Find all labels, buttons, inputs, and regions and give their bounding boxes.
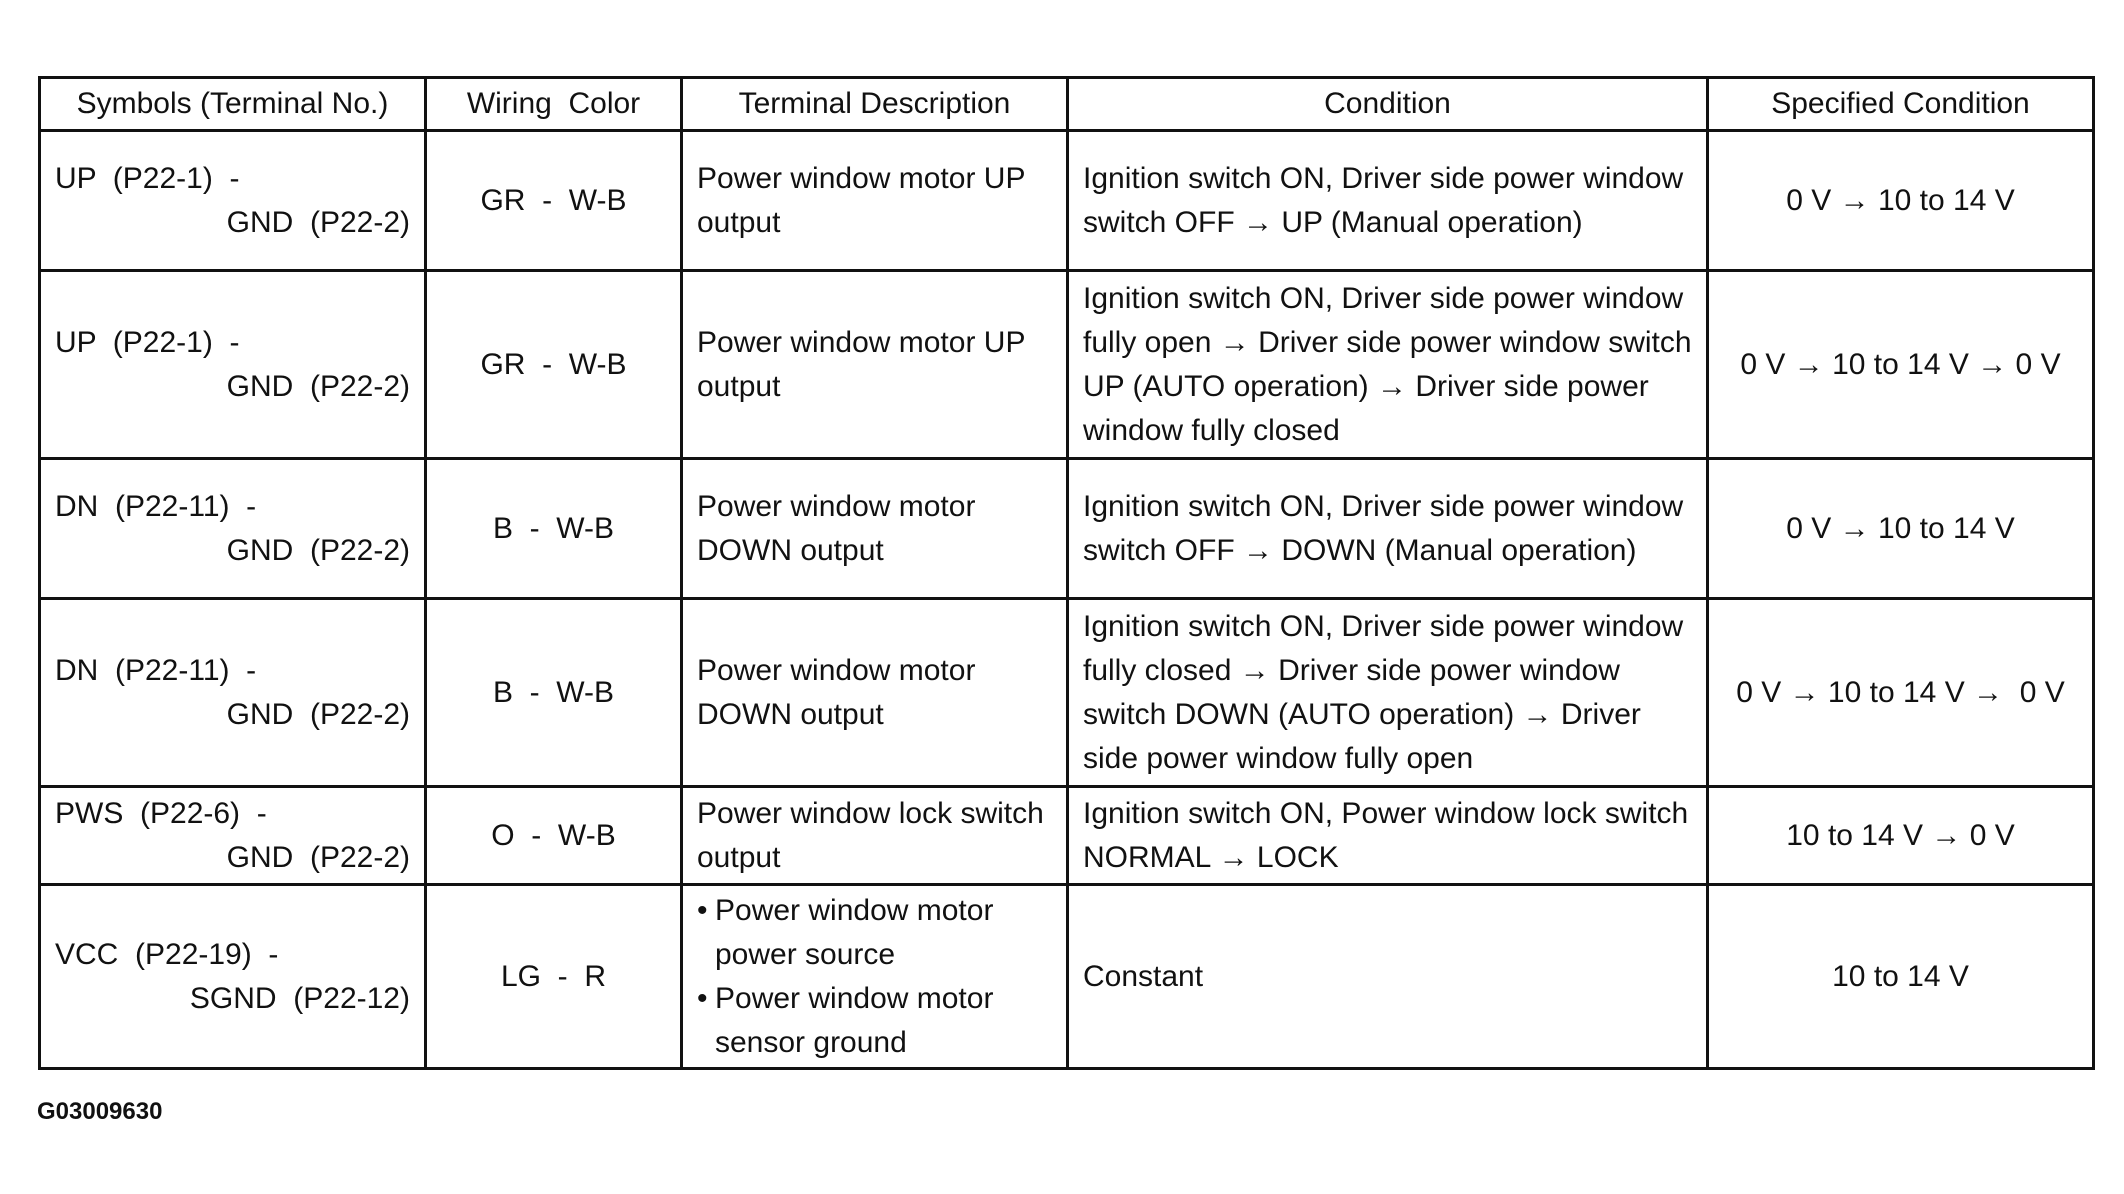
symbol-cell [40,599,426,787]
condition-cell: Ignition switch ON, Driver side power window switch OFF → DOWN (Manual operation) [1068,459,1708,599]
description-cell: Power window motor UP output [682,271,1068,459]
header-symbols: Symbols (Terminal No.) [40,78,426,131]
condition-cell: Constant [1068,885,1708,1069]
header-specified-condition: Specified Condition [1708,78,2094,131]
table-row [40,131,2094,271]
symbol-terminal: UP (P22-1) - [55,325,240,359]
header-wiring-color: Wiring Color [426,78,682,131]
table-row [40,271,2094,459]
description-cell: Power window lock switch output [682,787,1068,885]
wiring-color-cell: B - W-B [426,459,682,599]
description-cell: Power window motor DOWN output [682,599,1068,787]
terminal-table [38,76,2095,1070]
header-row [40,78,2094,131]
condition-cell: Ignition switch ON, Driver side power window fully open → Driver side power window switch UP (AUTO operation) → Driver side power window fully closed [1068,271,1708,459]
symbol-cell [40,459,426,599]
table-row [40,885,2094,1069]
description-cell: Power window motor UP output [682,131,1068,271]
table-row [40,599,2094,787]
symbol-cell [40,787,426,885]
condition-cell: Ignition switch ON, Driver side power window fully closed → Driver side power window switch DOWN (AUTO operation) → Driver side power window fully open [1068,599,1708,787]
specified-condition-cell: 0 V → 10 to 14 V [1708,131,2094,271]
symbol-terminal: DN (P22-11) - [55,653,257,687]
symbol-ground: GND (P22-2) [226,205,410,239]
specified-condition-cell: 10 to 14 V → 0 V [1708,787,2094,885]
symbol-cell [40,131,426,271]
symbol-ground: GND (P22-2) [226,533,410,567]
table-row [40,459,2094,599]
symbol-terminal: PWS (P22-6) - [55,796,267,830]
list-item: • Power window motor sensor ground [697,977,1052,1065]
symbol-ground: GND (P22-2) [226,697,410,731]
condition-cell: Ignition switch ON, Power window lock switch NORMAL → LOCK [1068,787,1708,885]
condition-cell: Ignition switch ON, Driver side power window switch OFF → UP (Manual operation) [1068,131,1708,271]
symbol-terminal: VCC (P22-19) - [55,937,279,971]
wiring-color-cell: GR - W-B [426,131,682,271]
symbol-ground: GND (P22-2) [226,369,410,403]
symbol-ground: SGND (P22-12) [189,981,410,1015]
wiring-color-cell: B - W-B [426,599,682,787]
table-row [40,787,2094,885]
description-cell [682,885,1068,1069]
figure-code: G03009630 [37,1098,163,1125]
description-cell: Power window motor DOWN output [682,459,1068,599]
header-terminal-description: Terminal Description [682,78,1068,131]
specified-condition-cell: 0 V → 10 to 14 V → 0 V [1708,271,2094,459]
specified-condition-cell: 0 V → 10 to 14 V [1708,459,2094,599]
wiring-color-cell: GR - W-B [426,271,682,459]
symbol-cell [40,271,426,459]
specified-condition-cell: 0 V → 10 to 14 V → 0 V [1708,599,2094,787]
symbol-cell [40,885,426,1069]
symbol-terminal: UP (P22-1) - [55,161,240,195]
symbol-terminal: DN (P22-11) - [55,489,257,523]
list-item: • Power window motor power source [697,889,1052,977]
symbol-ground: GND (P22-2) [226,840,410,874]
wiring-color-cell: LG - R [426,885,682,1069]
wiring-color-cell: O - W-B [426,787,682,885]
specified-condition-cell: 10 to 14 V [1708,885,2094,1069]
header-condition: Condition [1068,78,1708,131]
description-bullet-list [697,889,1052,1065]
